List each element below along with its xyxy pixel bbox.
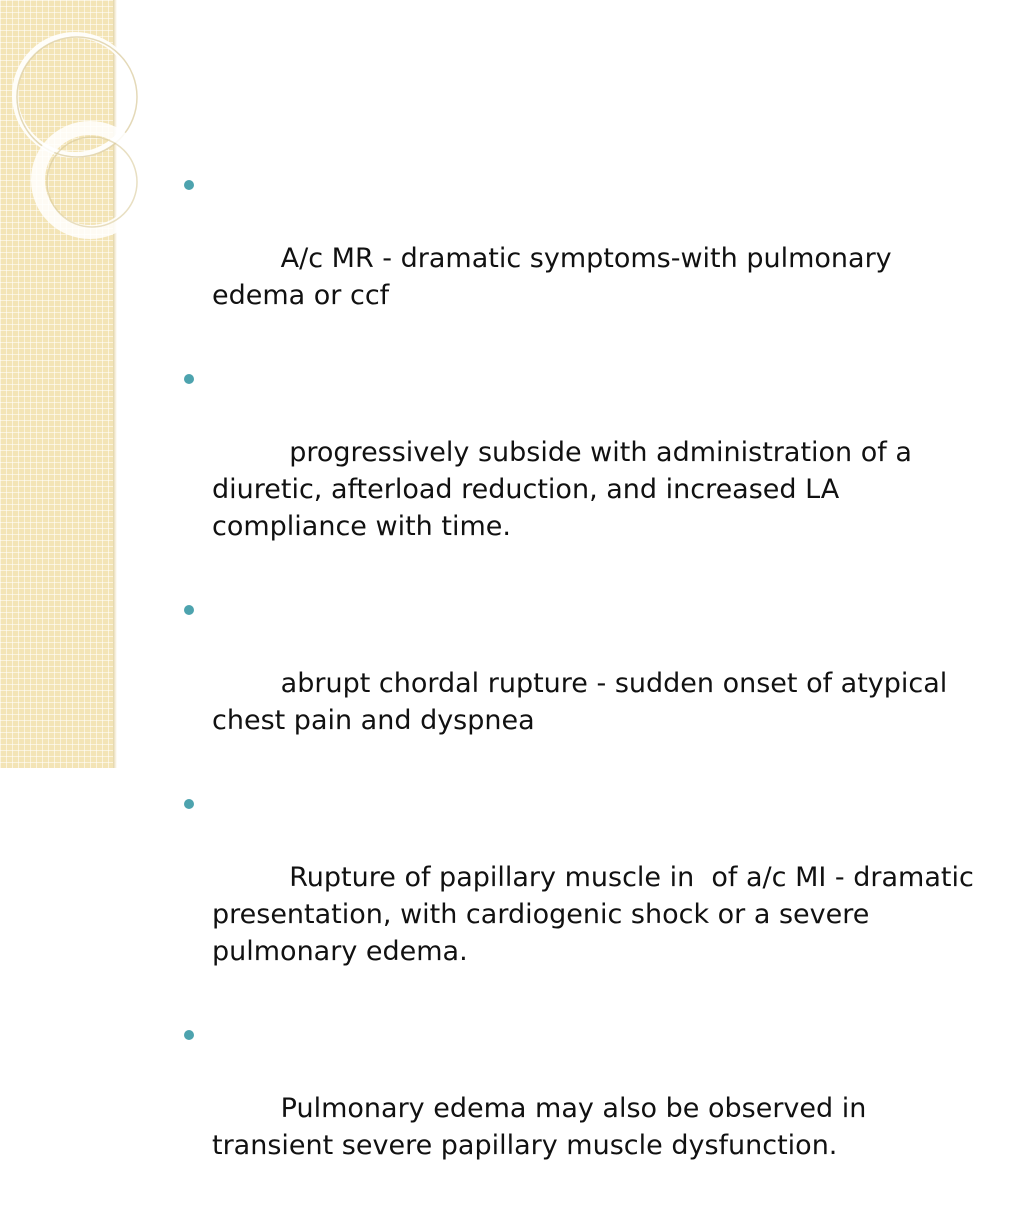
bullet-list — [184, 166, 984, 1201]
bullet-item — [184, 166, 984, 351]
bullet-text: Pulmonary edema may also be observed in transient severe papillary muscle dysfunction. — [212, 1093, 875, 1161]
slide-body — [184, 166, 984, 1210]
bullet-item — [184, 591, 984, 776]
bullet-item — [184, 1016, 984, 1201]
bullet-text: abrupt chordal rupture - sudden onset of atypical chest pain and dyspnea — [212, 668, 956, 736]
bullet-dot-icon — [184, 799, 194, 809]
bullet-text: A/c MR - dramatic symptoms-with pulmonary edema or ccf — [212, 243, 901, 311]
bullet-dot-icon — [184, 1030, 194, 1040]
decorative-circles — [0, 0, 160, 260]
bullet-dot-icon — [184, 605, 194, 615]
bullet-dot-icon — [184, 374, 194, 384]
bullet-dot-icon — [184, 180, 194, 190]
bullet-item — [184, 360, 984, 582]
bullet-text: progressively subside with administration of a diuretic, afterload reduction, and increased LA compliance with time. — [212, 437, 921, 542]
bullet-item — [184, 785, 984, 1007]
decorative-circle-small — [38, 128, 142, 232]
bullet-text: Rupture of papillary muscle in of a/c MI - dramatic presentation, with cardiogenic shock or a severe pulmonary edema. — [212, 862, 983, 967]
